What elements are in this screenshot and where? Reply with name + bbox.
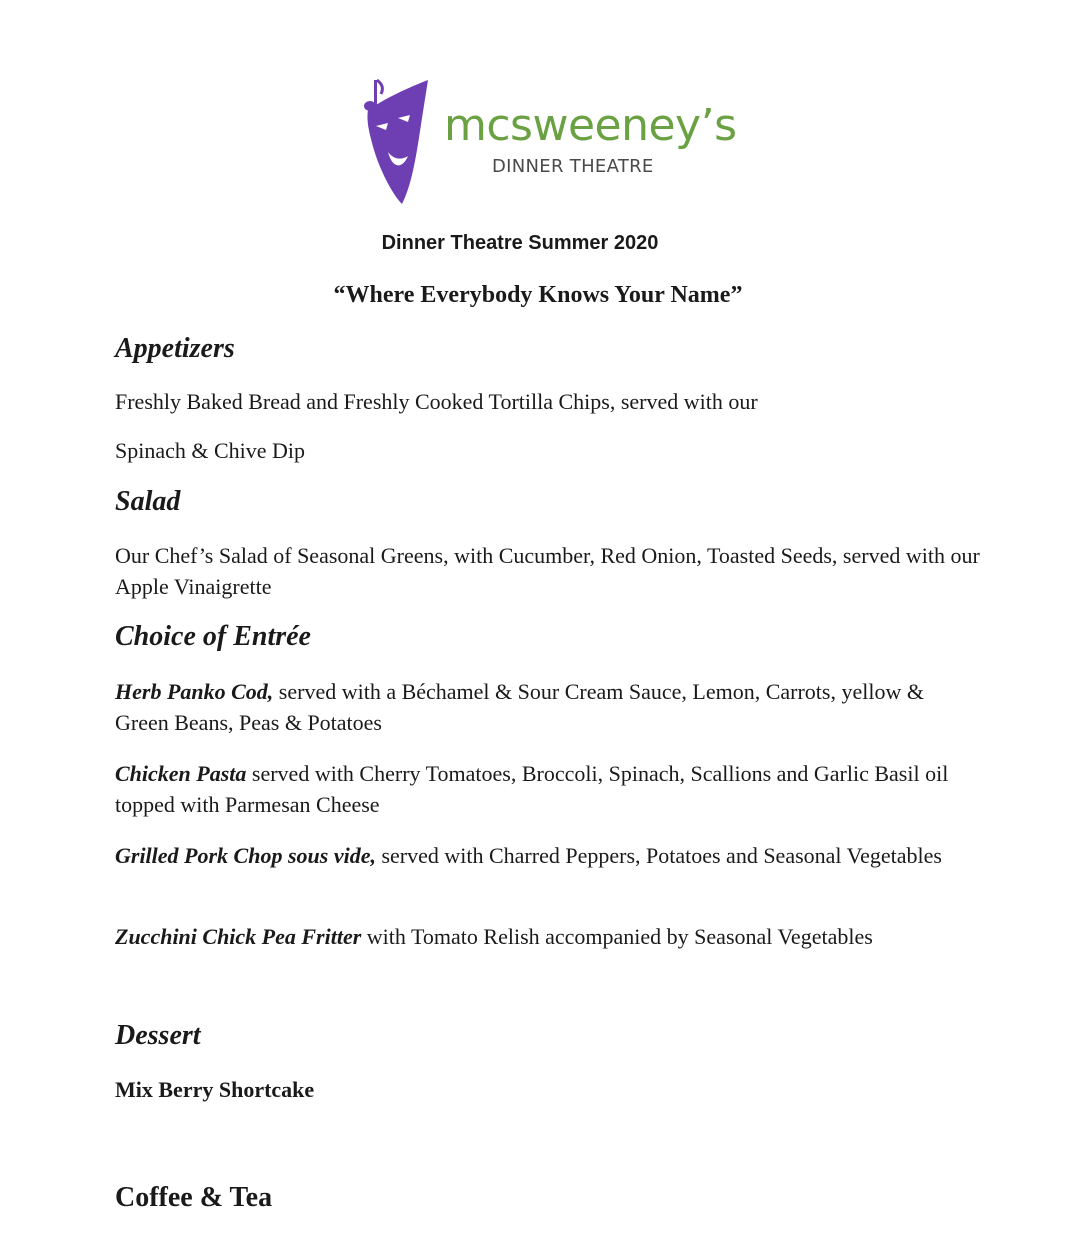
entree-item	[115, 676, 975, 738]
brand-name: mcsweeney’s	[444, 100, 737, 151]
entree-item-name: Chicken Pasta	[115, 761, 247, 786]
entree-item-description: with Tomato Relish accompanied by Seasonal Vegetables	[361, 924, 873, 949]
appetizers-heading: Appetizers	[115, 333, 235, 364]
entree-item-name: Zucchini Chick Pea Fritter	[115, 924, 362, 949]
entree-item-name: Herb Panko Cod,	[115, 679, 274, 704]
salad-description: Our Chef’s Salad of Seasonal Greens, with Cucumber, Red Onion, Toasted Seeds, served with our Apple Vinaigrette	[115, 543, 980, 599]
logo	[362, 78, 737, 208]
tagline: “Where Everybody Knows Your Name”	[333, 282, 743, 308]
dessert-item: Mix Berry Shortcake	[115, 1077, 315, 1102]
entree-item-description: served with Cherry Tomatoes, Broccoli, Spinach, Scallions and Garlic Basil oil topped with Parmesan Cheese	[115, 761, 949, 817]
music-note-icon	[362, 78, 386, 114]
dessert-heading: Dessert	[115, 1020, 201, 1051]
coffee-tea-heading: Coffee & Tea	[115, 1182, 273, 1213]
appetizers-line-2: Spinach & Chive Dip	[115, 438, 306, 463]
entree-heading: Choice of Entrée	[115, 621, 311, 652]
brand-subtitle: DINNER THEATRE	[492, 156, 654, 177]
entree-item-name: Grilled Pork Chop sous vide,	[115, 843, 376, 868]
entree-item	[115, 840, 975, 871]
entree-item	[115, 758, 975, 820]
appetizers-line-1: Freshly Baked Bread and Freshly Cooked Tortilla Chips, served with our	[115, 389, 758, 414]
salad-heading: Salad	[115, 486, 181, 517]
entree-item-description: served with Charred Peppers, Potatoes and Seasonal Vegetables	[375, 843, 942, 868]
entree-item-description: served with a Béchamel & Sour Cream Sauce, Lemon, Carrots, yellow & Green Beans, Peas & Potatoes	[115, 679, 924, 735]
season-title: Dinner Theatre Summer 2020	[381, 232, 659, 254]
entree-item	[115, 921, 1015, 952]
